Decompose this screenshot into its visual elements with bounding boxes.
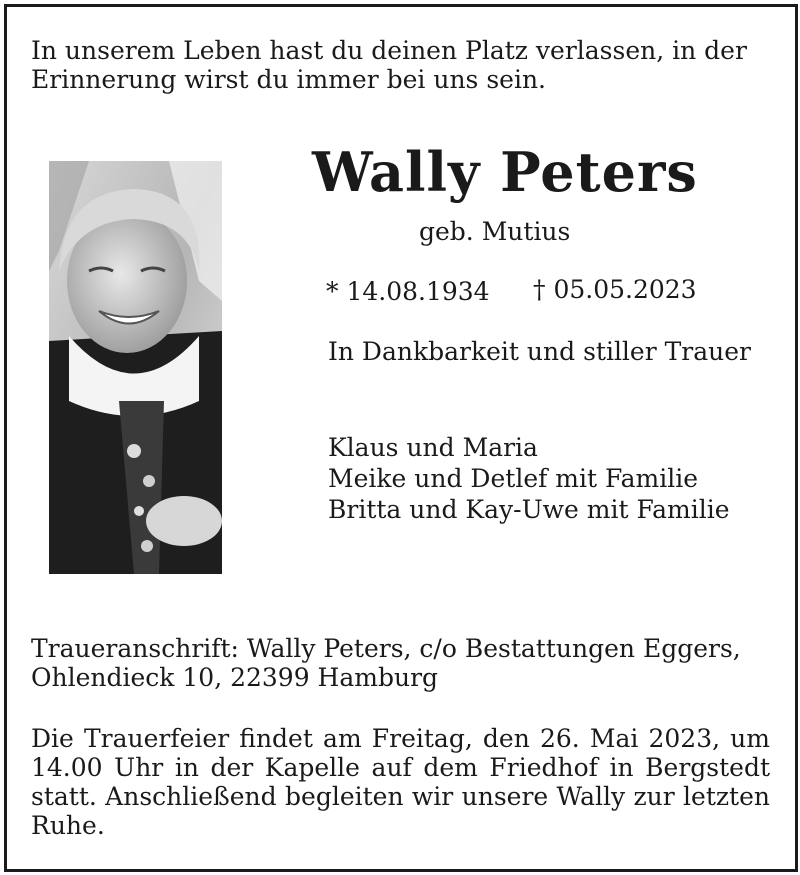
- thanks-line: In Dankbarkeit und stiller Trauer: [328, 337, 751, 366]
- mourning-address: [31, 634, 741, 692]
- born-name: geb. Mutius: [419, 217, 571, 246]
- mourner-line: Klaus und Maria: [328, 433, 538, 462]
- birth-date: * 14.08.1934: [326, 277, 490, 306]
- memorial-motto: [31, 36, 747, 94]
- deceased-name: Wally Peters: [312, 140, 698, 204]
- funeral-service-info: Die Trauerfeier findet am Freitag, den 26. Mai 2023, um 14.00 Uhr in der Kapelle auf dem Friedhof in Bergstedt statt. Anschließend begleiten wir unsere Wally zur letzten Ruhe.: [31, 724, 770, 840]
- address-line-2: Ohlendieck 10, 22399 Hamburg: [31, 663, 439, 692]
- address-line-1: Traueranschrift: Wally Peters, c/o Bestattungen Eggers,: [31, 634, 741, 663]
- motto-line-2: Erinnerung wirst du immer bei uns sein.: [31, 65, 547, 94]
- motto-line-1: In unserem Leben hast du deinen Platz verlassen, in der: [31, 36, 747, 65]
- mourner-line: Meike und Detlef mit Familie: [328, 464, 699, 493]
- mourner-line: Britta und Kay-Uwe mit Familie: [328, 495, 730, 524]
- portrait-photo: [49, 161, 222, 574]
- death-date: † 05.05.2023: [533, 275, 697, 304]
